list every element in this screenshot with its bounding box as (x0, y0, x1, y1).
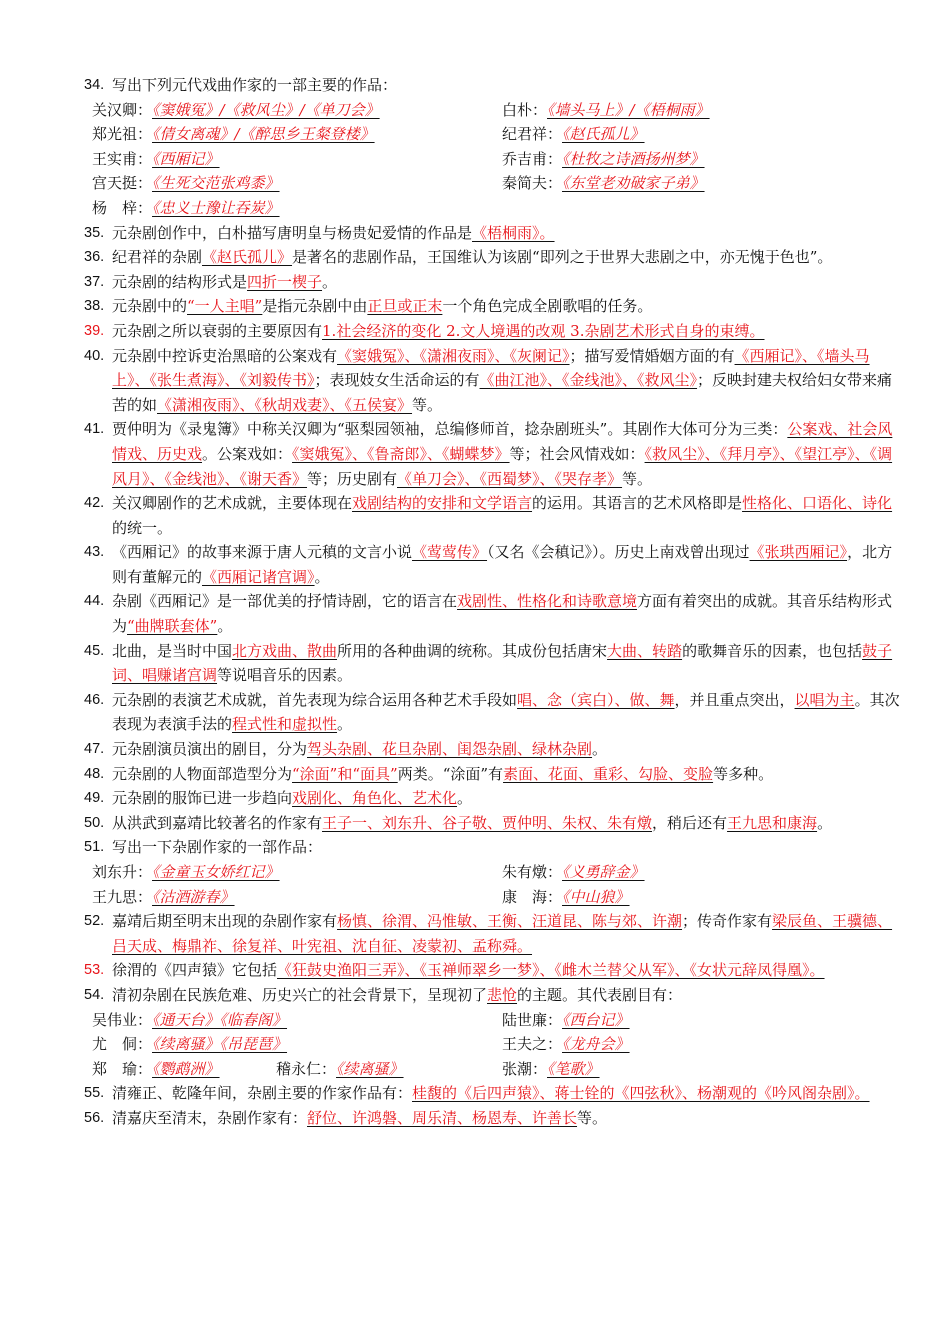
work-title: 《金童玉女娇红记》 (152, 863, 280, 881)
question-48 (84, 762, 904, 787)
question-text: 等说唱音乐的因素。 (217, 666, 353, 685)
author-works-grid (84, 98, 904, 221)
question-number: 35. (84, 224, 105, 241)
question-number: 41. (84, 421, 105, 438)
question-47 (84, 737, 904, 762)
question-text: ；传奇作家有 (682, 912, 773, 931)
question-text: 的统一。 (112, 518, 173, 537)
question-41 (84, 417, 904, 491)
question-text: ，北方则有董解元的 (112, 543, 893, 586)
author-entry (92, 885, 502, 910)
question-text: 北曲，是当时中国 (112, 641, 233, 660)
question-36 (84, 245, 904, 270)
work-title: 《续离骚》 (336, 1059, 404, 1078)
question-text: 的主题。其代表剧目有： (517, 985, 683, 1004)
question-text: 等；历史剧有 (307, 469, 398, 488)
answer-text: 以唱为主 (794, 690, 855, 709)
author-name: 刘东升： (92, 863, 153, 881)
answer-text: 驾头杂剧、花旦杂剧、闺怨杂剧、绿林杂剧 (307, 740, 593, 759)
answer-text: 素面、花面、重彩、勾脸、变脸 (503, 764, 714, 783)
answer-text: 公案戏、社会风情戏、历史戏 (112, 420, 893, 463)
work-title: 《续离骚》《吊琵琶》 (152, 1035, 288, 1054)
question-number: 56. (84, 1109, 105, 1126)
question-number: 42. (84, 495, 105, 512)
question-text: 清雍正、乾隆年间，杂剧主要的作家作品有： (112, 1084, 413, 1103)
answer-text: 《窦娥冤》、《鲁斋郎》、《蝴蝶梦》 (292, 444, 510, 463)
author-name: 郑 瑜： (92, 1059, 153, 1078)
answer-text: 北方戏曲、散曲 (232, 641, 338, 660)
question-text: 是指元杂剧中由 (262, 297, 368, 316)
question-number: 53. (84, 962, 105, 979)
author-name: 王九思： (92, 887, 153, 906)
question-text: 。 (592, 740, 608, 759)
question-text: 。 (337, 715, 353, 734)
question-text: ；反映封建夫权给妇女带来痛苦的如 (112, 371, 893, 414)
author-entry (92, 98, 502, 123)
question-text: 元杂剧的表演艺术成就，首先表现为综合运用各种艺术手段如 (112, 690, 518, 709)
question-number: 43. (84, 544, 105, 561)
answer-text: 戏剧性、性格化和诗歌意境 (457, 592, 638, 611)
work-title: 《义勇辞金》 (562, 863, 645, 881)
work-title: 《东堂老劝破家子弟》 (562, 174, 705, 193)
answer-text: 大曲、转踏 (607, 641, 683, 660)
question-text: 关汉卿剧作的艺术成就，主要体现在 (112, 494, 353, 513)
author-name: 关汉卿： (92, 100, 153, 119)
question-text: ；描写爱情婚姻方面的有 (569, 346, 735, 365)
question-40 (84, 344, 904, 418)
author-works-grid (84, 1057, 904, 1082)
question-35 (84, 221, 904, 246)
work-title: 《沽酒游春》 (152, 887, 235, 906)
answer-text: 《单刀会》、《西蜀梦》、《哭存孝》 (397, 469, 623, 488)
work-title: 《杜牧之诗酒扬州梦》 (562, 149, 705, 168)
question-number: 48. (84, 765, 105, 782)
answer-text: 舒位、许鸿磐、周乐清、杨恩寿、许善长 (307, 1108, 578, 1127)
work-title: 《赵氏孤儿》 (562, 125, 645, 144)
answer-text: 《西厢记》、《墙头马上》、《张生煮海》、《刘毅传书》 (112, 346, 870, 390)
answer-text: 《救风尘》、《拜月亭》、《望江亭》、《调风月》、《金线池》、《谢天香》 (112, 444, 893, 488)
question-34 (84, 73, 904, 98)
author-name: 康 海： (502, 887, 563, 906)
work-title: 《龙舟会》 (562, 1035, 630, 1054)
question-text: 写出下列元代戏曲作家的一部主要的作品： (112, 76, 398, 94)
question-text: 所用的各种曲调的统称。其成份包括唐宋 (337, 641, 608, 660)
author-name: 秦简夫： (502, 174, 563, 193)
author-name: 王夫之： (502, 1035, 563, 1054)
answer-text: 1.社会经济的变化 2.文人境遇的改观 3.杂剧艺术形式自身的束缚。 (322, 321, 765, 340)
author-entry (502, 1008, 912, 1033)
author-name: 郑光祖： (92, 125, 153, 144)
author-entry (92, 1032, 502, 1057)
question-text: 是著名的悲剧作品，王国维认为该剧“即列之于世界大悲剧之中，亦无愧于色也”。 (292, 248, 833, 267)
question-text: 清嘉庆至清末，杂剧作家有： (112, 1108, 308, 1127)
question-text: 等；社会风情戏如： (509, 444, 645, 463)
answer-text: 《莺莺传》 (412, 543, 488, 562)
work-title: 《通天台》《临春阁》 (152, 1010, 288, 1029)
question-text: 元杂剧的结构形式是 (112, 272, 248, 291)
answer-text: 程式性和虚拟性 (232, 715, 338, 734)
question-text: 纪君祥的杂剧 (112, 248, 203, 267)
author-name: 朱有燉： (502, 863, 563, 881)
question-text: 元杂剧中的 (112, 297, 188, 316)
author-works-grid (84, 1008, 904, 1057)
answer-text: “一人主唱” (187, 297, 263, 316)
empty-cell (502, 196, 912, 221)
question-text: 。 (457, 789, 473, 808)
question-text: 《西厢记》的故事来源于唐人元稹的文言小说 (112, 543, 413, 562)
question-text: ，并且重点突出， (674, 690, 795, 709)
question-55 (84, 1081, 904, 1106)
question-text: 等。 (412, 395, 443, 414)
answer-text: 《狂鼓史渔阳三弄》、《玉禅师翠乡一梦》、《雌木兰替父从军》、《女状元辞凤得凰》。 (277, 961, 825, 980)
work-title: 《西厢记》 (152, 149, 220, 168)
question-number: 34. (84, 77, 105, 93)
author-entry (502, 1032, 912, 1057)
question-43 (84, 540, 904, 589)
question-number: 37. (84, 273, 105, 290)
author-name: 稽永仁： (276, 1059, 337, 1078)
question-text: ，稍后还有 (652, 813, 728, 832)
question-text: 嘉靖后期至明末出现的杂剧作家有 (112, 912, 338, 931)
author-entry (502, 98, 912, 123)
question-text: 贾仲明为《录鬼簿》中称关汉卿为“驱梨园领袖，总编修师首，捻杂剧班头”。其剧作大体可分为三类： (112, 420, 788, 439)
work-title: 《窦娥冤》/《救风尘》/《单刀会》 (152, 100, 380, 119)
author-entry (92, 147, 502, 172)
question-53 (84, 958, 904, 983)
question-number: 49. (84, 790, 105, 807)
answer-text: 唱、念（宾白）、做、舞 (517, 690, 675, 709)
question-42 (84, 491, 904, 540)
question-text: 。公案戏如： (202, 444, 293, 463)
question-number: 44. (84, 593, 105, 610)
question-37 (84, 270, 904, 295)
work-title: 《生死交范张鸡黍》 (152, 174, 280, 193)
question-text: 写出一下杂剧作家的一部作品： (112, 838, 323, 857)
document-page (84, 73, 904, 1131)
question-44 (84, 589, 904, 638)
question-text: 从洪武到嘉靖比较著名的作家有 (112, 813, 323, 832)
question-56 (84, 1106, 904, 1131)
work-title: 《中山狼》 (562, 887, 630, 906)
question-number: 50. (84, 814, 105, 831)
question-text: （又名《会稹记》）。历史上南戏曾出现过 (487, 543, 750, 562)
question-39 (84, 319, 904, 344)
question-text: 元杂剧之所以衰弱的主要原因有 (112, 321, 323, 340)
question-number: 45. (84, 642, 105, 659)
author-entry (502, 885, 912, 910)
answer-text: 梁辰鱼、王骥德、吕天成、梅鼎祚、徐复祥、叶宪祖、沈自征、凌蒙初、孟称舜。 (112, 912, 893, 955)
author-name: 宫天挺： (92, 174, 153, 193)
author-entry (502, 122, 912, 147)
question-50 (84, 811, 904, 836)
author-entry (502, 147, 912, 172)
answer-text: 四折一楔子 (247, 272, 323, 291)
author-name: 杨 梓： (92, 198, 153, 217)
question-46 (84, 688, 904, 737)
answer-text: “曲牌联套体” (127, 617, 218, 636)
answer-text: 正旦或正末 (367, 297, 443, 316)
answer-text: 性格化、口语化、诗化 (742, 494, 893, 513)
answer-text: “涂面”和“面具” (292, 764, 398, 783)
answer-text: 《西厢记诸宫调》 (202, 567, 315, 586)
question-text: 清初杂剧在民族危难、历史兴亡的社会背景下，呈现初了 (112, 985, 488, 1004)
author-entry (502, 1057, 912, 1082)
author-entry (92, 1008, 502, 1033)
question-text: 元杂剧创作中，白朴描写唐明皇与杨贵妃爱情的作品是 (112, 223, 473, 242)
author-name: 吴伟业： (92, 1010, 153, 1029)
author-entry (502, 860, 912, 885)
author-entry (92, 1057, 276, 1082)
question-number: 39. (84, 322, 105, 339)
question-49 (84, 786, 904, 811)
question-text: 元杂剧的服饰已进一步趋向 (112, 789, 293, 808)
question-text: 杂剧《西厢记》是一部优美的抒情诗剧，它的语言在 (112, 592, 458, 611)
question-number: 55. (84, 1085, 105, 1102)
question-text: 等。 (577, 1108, 608, 1127)
question-text: 元杂剧的人物面部造型分为 (112, 764, 293, 783)
work-title: 《忠义士豫让吞炭》 (152, 198, 280, 217)
work-title: 《墙头马上》/《梧桐雨》 (547, 100, 710, 119)
question-54 (84, 983, 904, 1008)
author-name: 乔吉甫： (502, 149, 563, 168)
work-title: 《笔歌》 (547, 1059, 600, 1078)
author-entry (92, 860, 502, 885)
question-number: 46. (84, 691, 105, 708)
question-text: 徐渭的《四声猿》它包括 (112, 961, 278, 980)
answer-text: 戏剧化、角色化、艺术化 (292, 789, 458, 808)
answer-text: 《张珙西厢记》 (749, 543, 848, 562)
author-works-grid (84, 860, 904, 909)
question-text: 。 (217, 617, 233, 636)
author-entry (92, 122, 502, 147)
answer-text: 鼓子词、唱赚诸宫调 (112, 641, 893, 685)
question-text: 的歌舞音乐的因素，也包括 (682, 641, 863, 660)
question-51 (84, 835, 904, 860)
author-name: 白朴： (502, 100, 548, 119)
question-number: 52. (84, 913, 105, 930)
author-name: 纪君祥： (502, 125, 563, 144)
answer-text: 桂馥的《后四声猿》、蒋士铨的《四弦秋》、杨潮观的《吟风阁杂剧》。 (412, 1084, 870, 1103)
question-number: 38. (84, 298, 105, 315)
answer-text: 杨慎、徐渭、冯惟敏、王衡、汪道昆、陈与郊、许潮 (337, 912, 683, 931)
question-number: 54. (84, 986, 105, 1003)
answer-text: 王子一、刘东升、谷子敬、贾仲明、朱权、朱有燉 (322, 813, 653, 832)
answer-text: 悲怆 (487, 985, 518, 1004)
work-title: 《倩女离魂》/《醉思乡王粲登楼》 (152, 125, 375, 144)
question-number: 51. (84, 839, 105, 856)
author-name: 张潮： (502, 1059, 548, 1078)
answer-text: 《梧桐雨》。 (472, 223, 555, 242)
work-title: 《鹦鹉洲》 (152, 1059, 220, 1078)
answer-text: 《赵氏孤儿》 (202, 248, 293, 267)
question-text: 一个角色完成全剧歌唱的任务。 (442, 297, 653, 316)
question-text: 两类。“涂面”有 (397, 764, 504, 783)
author-entry (502, 171, 912, 196)
author-name: 陆世廉： (502, 1010, 563, 1029)
question-text: 的运用。其语言的艺术风格即是 (532, 494, 743, 513)
author-entry (92, 171, 502, 196)
answer-text: 《潇湘夜雨》、《秋胡戏妻》、《五侯宴》 (157, 395, 413, 414)
question-number: 40. (84, 347, 105, 364)
question-38 (84, 294, 904, 319)
question-text: 元杂剧演员演出的剧目，分为 (112, 740, 308, 759)
author-name: 尤 侗： (92, 1035, 153, 1054)
answer-text: 王九思和康海 (727, 813, 818, 832)
question-number: 47. (84, 741, 105, 758)
author-entry (276, 1057, 502, 1082)
question-text: 。其次表现为表演手法的 (112, 690, 900, 734)
question-text: ；表现妓女生活命运的有 (314, 371, 480, 390)
work-title: 《西台记》 (562, 1010, 630, 1029)
question-text: 等多种。 (713, 764, 774, 783)
answer-text: 戏剧结构的安排和文学语言 (352, 494, 533, 513)
question-52 (84, 909, 904, 958)
answer-text: 《曲江池》、《金线池》、《救风尘》 (479, 371, 698, 390)
question-text: 。 (314, 567, 330, 586)
question-text: 。 (817, 813, 833, 832)
question-number: 36. (84, 249, 105, 266)
answer-text: 《窦娥冤》、《潇湘夜雨》、《灰阑记》 (337, 346, 570, 365)
author-entry (92, 196, 502, 221)
question-text: 。 (322, 272, 338, 291)
question-text: 方面有着突出的成就。其音乐结构形式为 (112, 592, 893, 636)
question-text: 元杂剧中控诉吏治黑暗的公案戏有 (112, 346, 338, 365)
question-45 (84, 639, 904, 688)
author-name: 王实甫： (92, 149, 153, 168)
question-text: 等。 (622, 469, 653, 488)
